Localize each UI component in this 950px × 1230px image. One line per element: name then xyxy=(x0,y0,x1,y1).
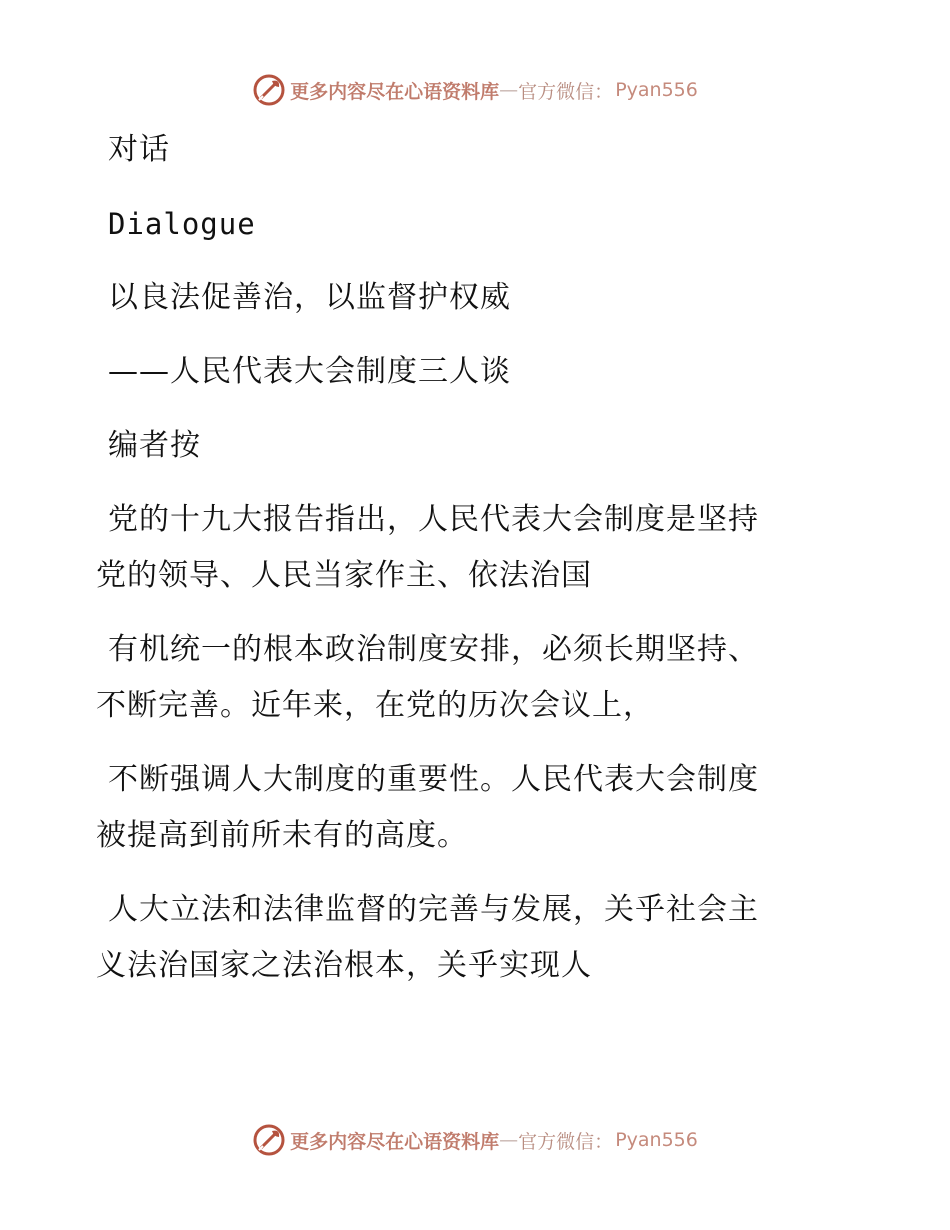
header-watermark xyxy=(0,70,950,110)
paragraph-line: 有机统一的根本政治制度安排，必须长期坚持、 xyxy=(108,632,759,667)
paragraph xyxy=(96,418,856,474)
paragraph xyxy=(96,344,856,400)
paragraph-line: 以良法促善治，以监督护权威 xyxy=(108,280,511,315)
paragraph-line: ——人民代表大会制度三人谈 xyxy=(108,354,511,389)
paragraph xyxy=(96,270,856,326)
watermark-brand: 更多内容尽在心语资料库 xyxy=(290,80,500,103)
paragraph-line: 对话 xyxy=(108,132,170,167)
paragraph xyxy=(96,196,856,252)
paragraph-line: 不断强调人大制度的重要性。人民代表大会制度 xyxy=(108,762,759,797)
paragraph-line: 党的十九大报告指出，人民代表大会制度是坚持 xyxy=(108,502,759,537)
quill-logo-icon xyxy=(252,73,286,107)
watermark-brand: 更多内容尽在心语资料库 xyxy=(290,1130,500,1153)
paragraph-line: 党的领导、人民当家作主、依法治国 xyxy=(96,558,592,593)
watermark-id: Pyan556 xyxy=(615,1129,698,1151)
paragraph xyxy=(96,492,856,604)
watermark-label: 官方微信： xyxy=(518,80,614,103)
watermark-separator: — xyxy=(499,79,519,101)
paragraph xyxy=(96,752,856,864)
paragraph-line: 被提高到前所未有的高度。 xyxy=(96,818,468,853)
paragraph xyxy=(96,622,856,734)
watermark-separator: — xyxy=(499,1129,519,1151)
quill-logo-icon xyxy=(252,1123,286,1157)
paragraph-line: 义法治国家之法治根本，关乎实现人 xyxy=(96,948,592,983)
paragraph-line: 编者按 xyxy=(108,428,201,463)
paragraph-line: Dialogue xyxy=(108,207,256,241)
watermark-label: 官方微信： xyxy=(518,1130,614,1153)
paragraph-line: 不断完善。近年来，在党的历次会议上， xyxy=(96,688,654,723)
document-body xyxy=(96,122,856,1012)
footer-watermark xyxy=(0,1120,950,1160)
watermark-id: Pyan556 xyxy=(615,79,698,101)
paragraph-line: 人大立法和法律监督的完善与发展，关乎社会主 xyxy=(108,892,759,927)
paragraph xyxy=(96,882,856,994)
paragraph xyxy=(96,122,856,178)
